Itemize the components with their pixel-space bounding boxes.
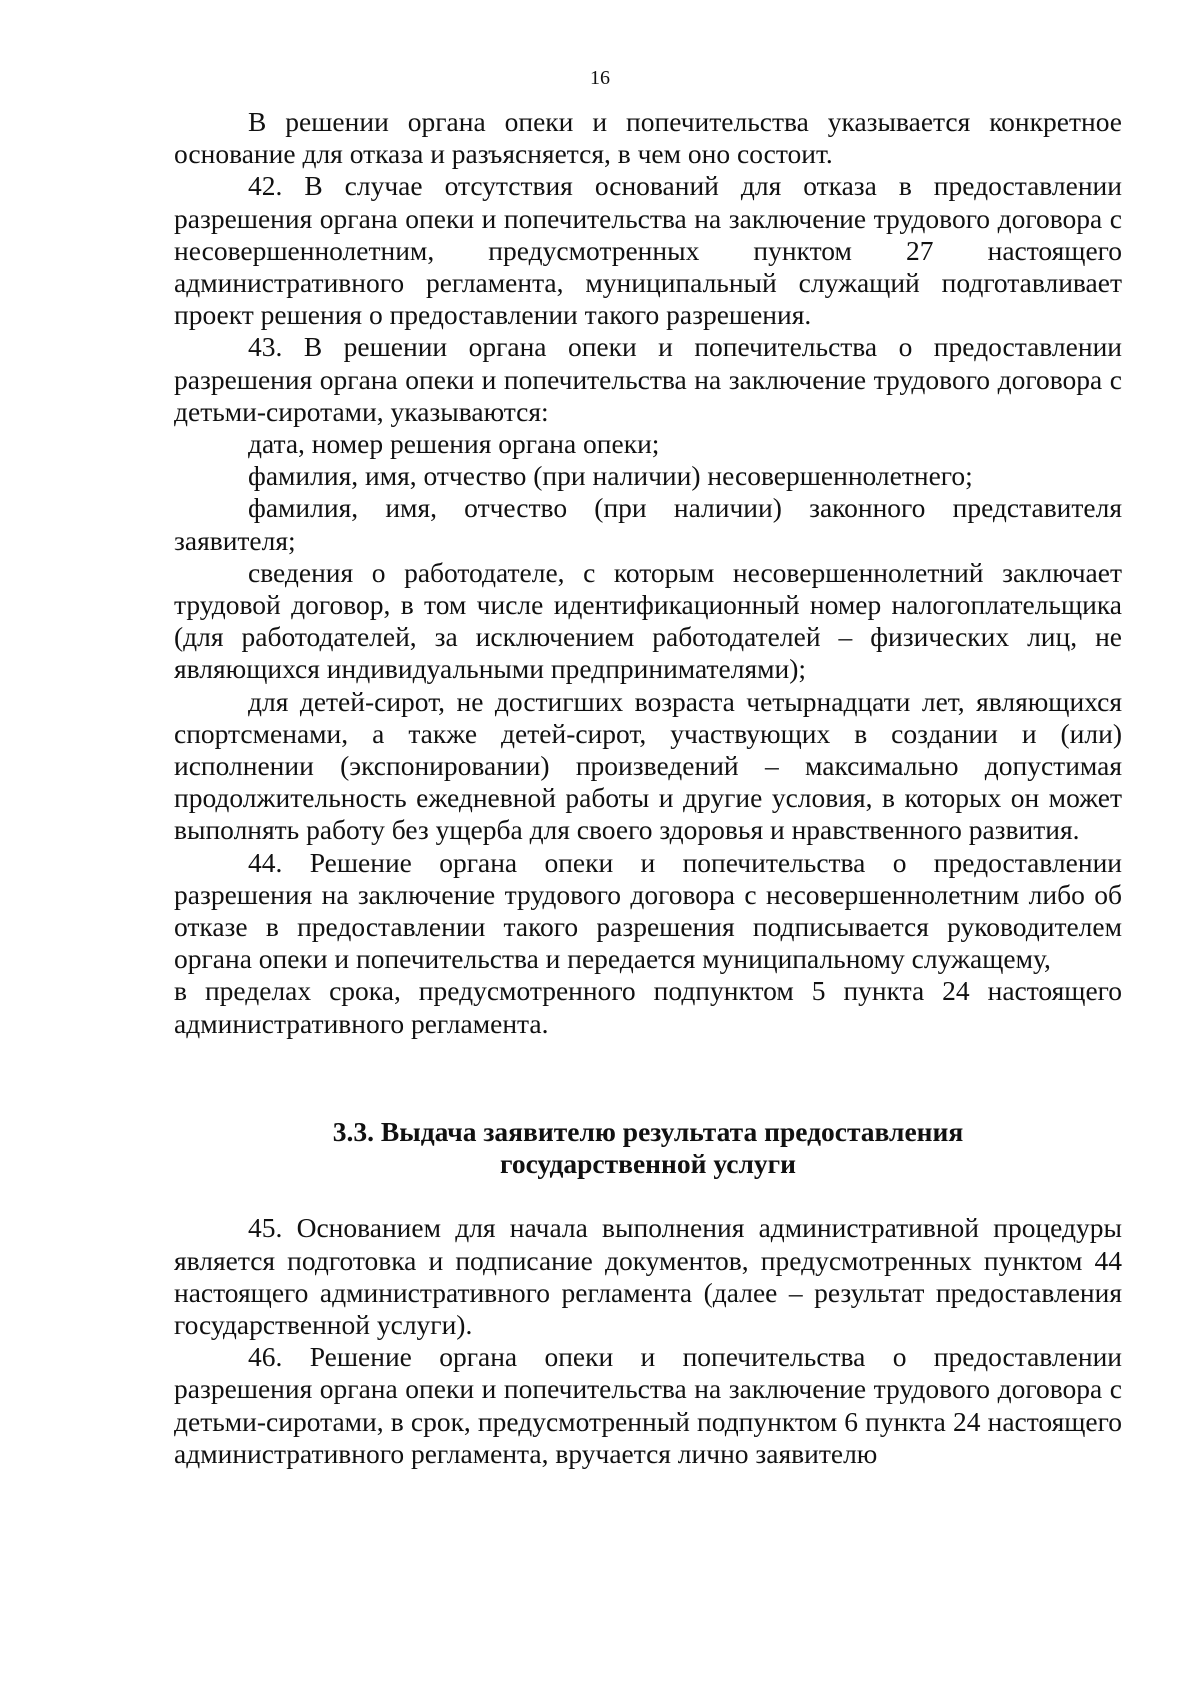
- section-heading-line-2: государственной услуги: [500, 1148, 796, 1180]
- list-item-representative-name: фамилия, имя, отчество (при наличии) законного представителя заявителя;: [174, 492, 1122, 556]
- list-item-decision-date: дата, номер решения органа опеки;: [248, 428, 660, 460]
- list-item-minor-name: фамилия, имя, отчество (при наличии) несовершеннолетнего;: [248, 460, 973, 492]
- paragraph-refusal-basis: В решении органа опеки и попечительства указывается конкретное основание для отказа и разъясняется, в чем оно состоит.: [174, 106, 1122, 170]
- section-spacer: [174, 1040, 1122, 1116]
- document-body: [174, 106, 1122, 1470]
- paragraph-45: 45. Основанием для начала выполнения административной процедуры является подготовка и подписание документов, предусмотренных пунктом 44 настоящего административного регламента (далее – результат предоставления государственной услуги).: [174, 1212, 1122, 1340]
- paragraph-44: 44. Решение органа опеки и попечительства о предоставлении разрешения на заключение трудового договора с несовершеннолетним либо об отказе в предоставлении такого разрешения подписывается руководителем органа опеки и попечительства и передается муниципальному служащему,: [174, 846, 1122, 975]
- heading-spacer: [174, 1180, 1122, 1212]
- list-item-employer-info: сведения о работодателе, с которым несовершеннолетний заключает трудовой договор, в том числе идентификационный номер налогоплательщика (для работодателей, за исключением работодателей – физических лиц, не являющихся индивидуальными предпринимателями);: [174, 556, 1122, 685]
- paragraph-42: 42. В случае отсутствия оснований для отказа в предоставлении разрешения органа опеки и попечительства на заключение трудового договора с несовершеннолетним, предусмотренных пунктом 27 настоящего административного регламента, муниципальный служащий подготавливает проект решения о предоставлении такого разрешения.: [174, 170, 1122, 331]
- paragraph-44-continuation: в пределах срока, предусмотренного подпунктом 5 пункта 24 настоящего административного регламента.: [174, 975, 1122, 1039]
- section-heading-3-3: [174, 1116, 1122, 1180]
- paragraph-46: 46. Решение органа опеки и попечительства о предоставлении разрешения органа опеки и попечительства на заключение трудового договора с детьми-сиротами, в срок, предусмотренный подпунктом 6 пункта 24 настоящего административного регламента, вручается лично заявителю: [174, 1341, 1122, 1469]
- list-item-work-conditions: для детей-сирот, не достигших возраста четырнадцати лет, являющихся спортсменами, а также детей-сирот, участвующих в создании и (или) исполнении (экспонировании) произведений – максимально допустимая продолжительность ежедневной работы и другие условия, в которых он может выполнять работу без ущерба для своего здоровья и нравственного развития.: [174, 685, 1122, 846]
- page-number: 16: [590, 67, 610, 89]
- paragraph-43: 43. В решении органа опеки и попечительства о предоставлении разрешения органа опеки и попечительства на заключение трудового договора с детьми-сиротами, указываются:: [174, 331, 1122, 427]
- section-heading-line-1: 3.3. Выдача заявителю результата предоставления: [332, 1115, 964, 1147]
